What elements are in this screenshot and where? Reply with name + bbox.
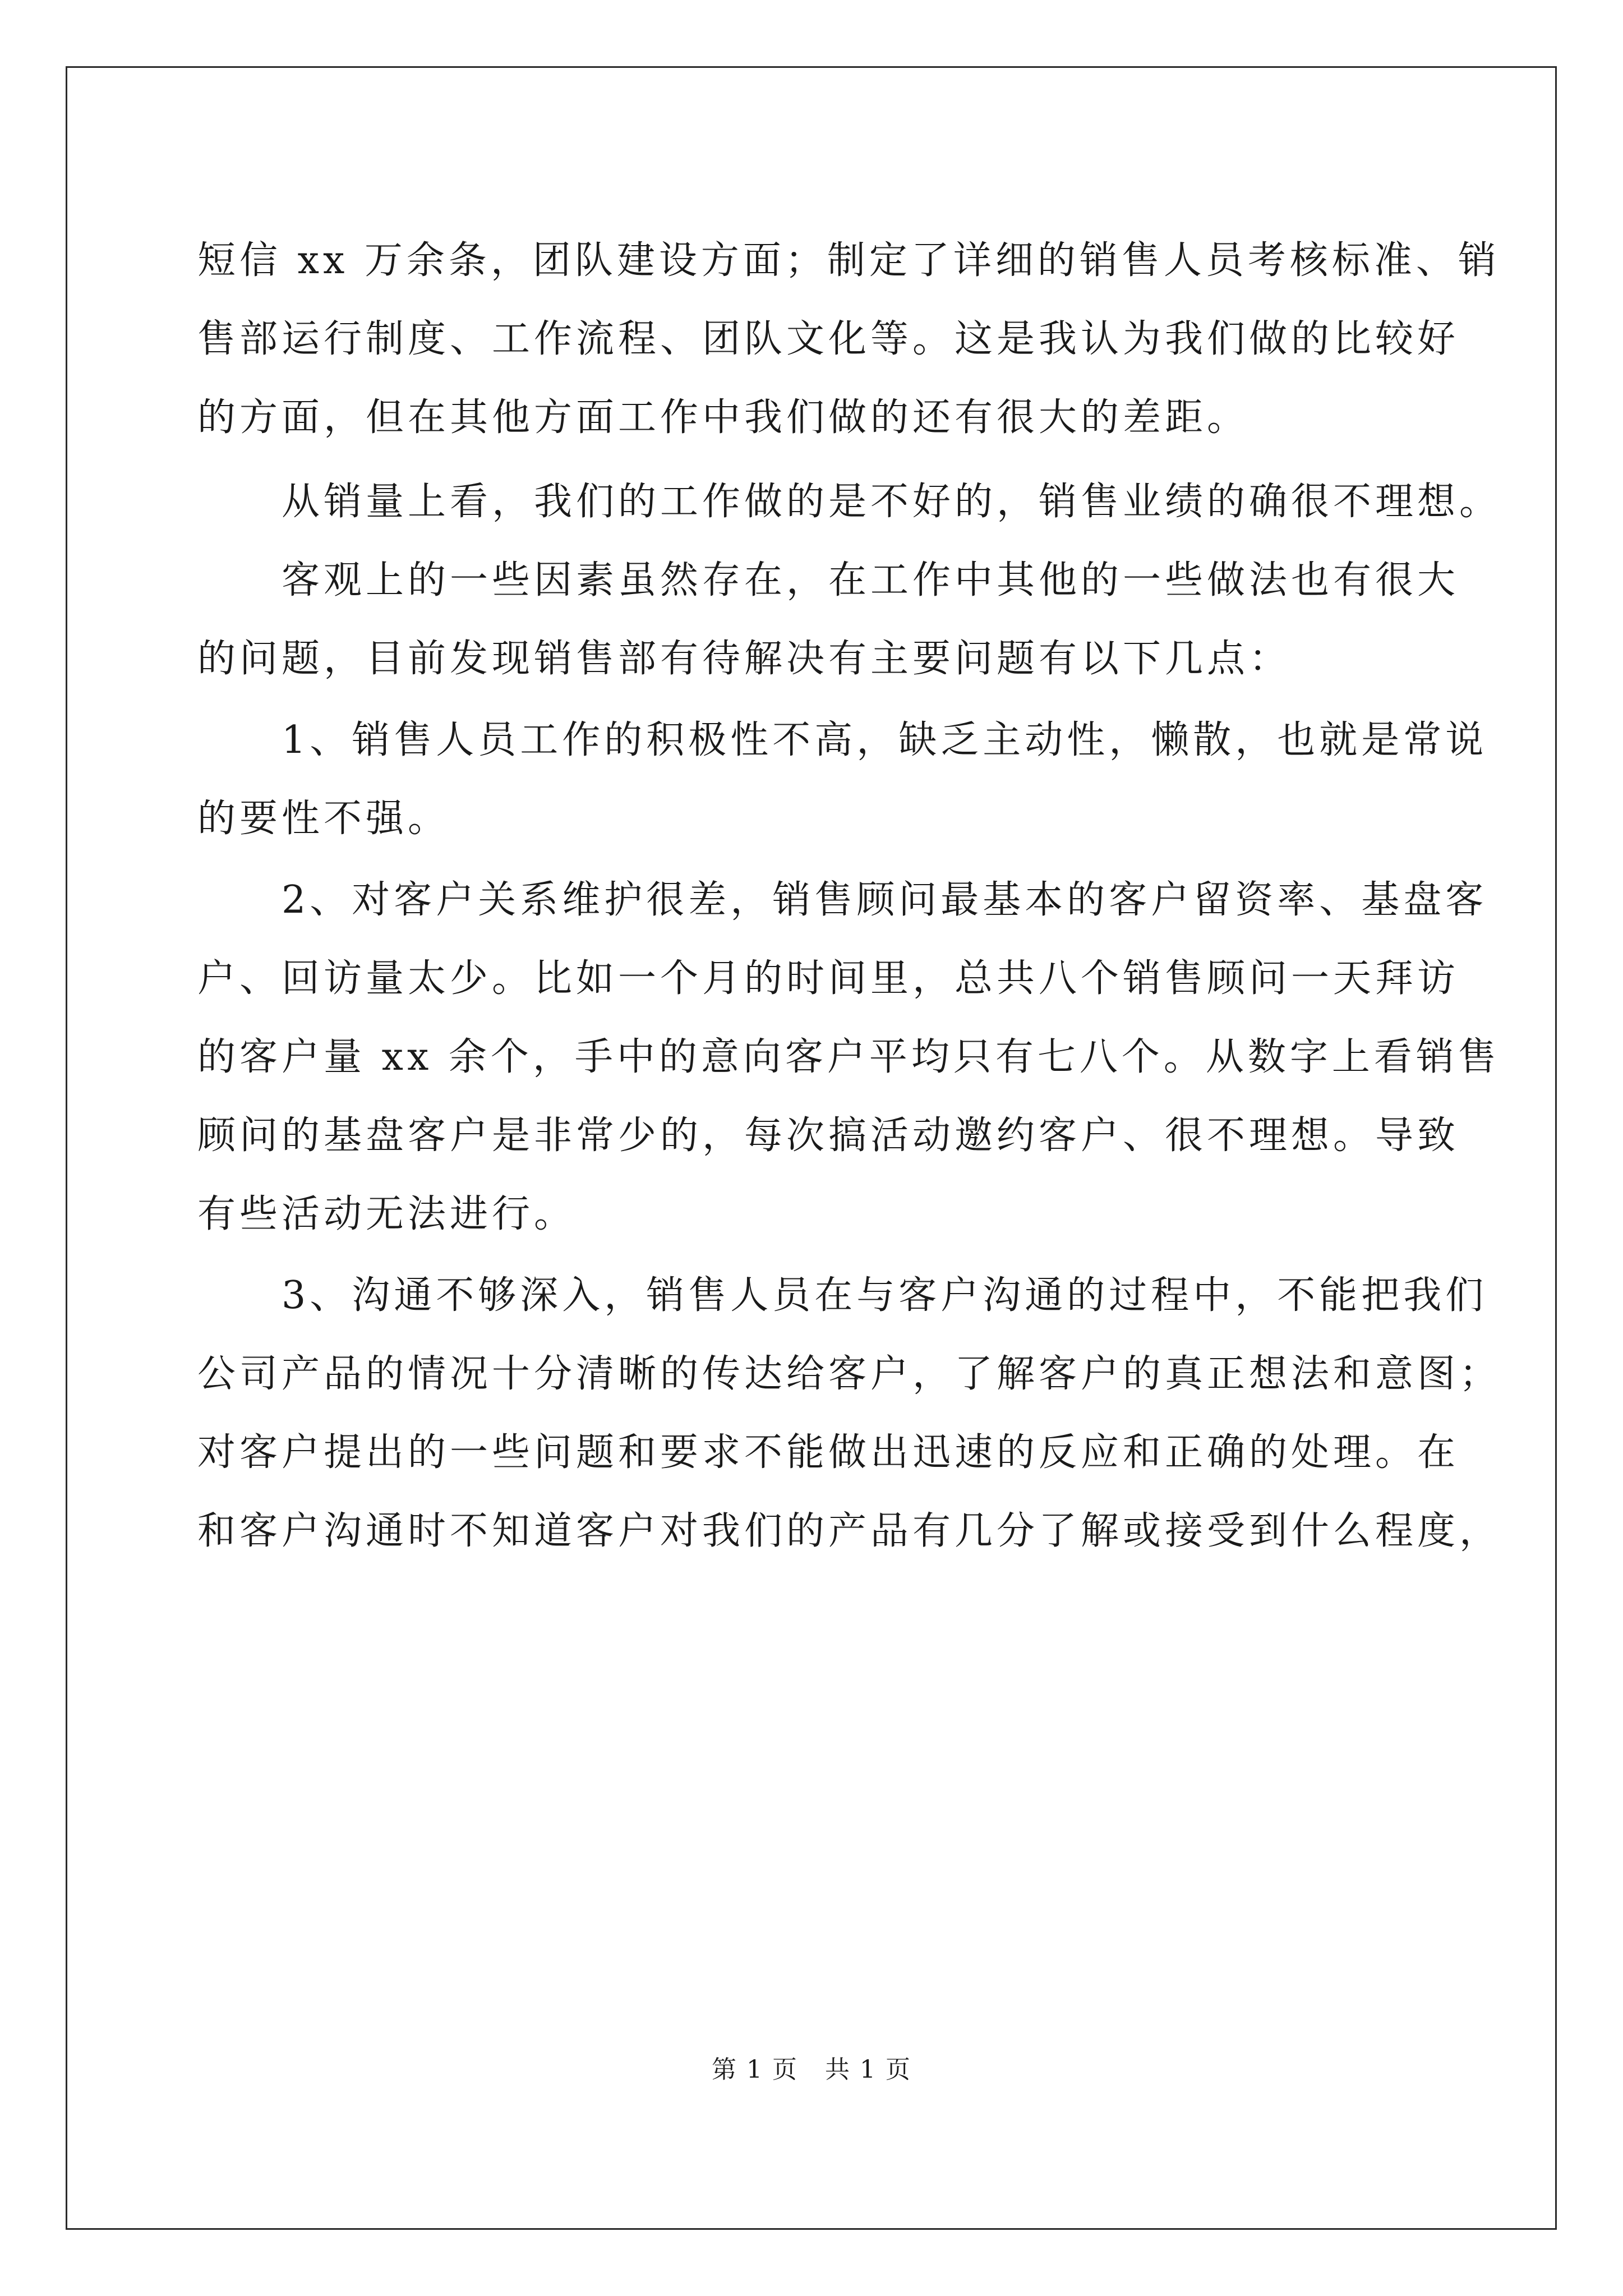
text-line: 客观上的一些因素虽然存在，在工作中其他的一些做法也有很大 — [282, 558, 1460, 602]
text-line: 2、对客户关系维护很差，销售顾问最基本的客户留资率、基盘客 — [282, 878, 1488, 922]
text-line: 和客户沟通时不知道客户对我们的产品有几分了解或接受到什么程度， — [197, 1509, 1502, 1553]
text-line: 对客户提出的一些问题和要求不能做出迅速的反应和正确的处理。在 — [197, 1430, 1460, 1475]
text-line: 的客户量 xx 余个，手中的意向客户平均只有七八个。从数字上看销售 — [197, 1035, 1500, 1079]
text-line: 公司产品的情况十分清晰的传达给客户，了解客户的真正想法和意图； — [197, 1352, 1502, 1396]
page-number: 第 1 页 — [712, 2055, 798, 2084]
text-line: 户、回访量太少。比如一个月的时间里，总共八个销售顾问一天拜访 — [197, 956, 1460, 1001]
text-line: 从销量上看，我们的工作做的是不好的，销售业绩的确很不理想。 — [282, 480, 1502, 524]
page-footer — [0, 2053, 1623, 2087]
text-line: 有些活动无法进行。 — [197, 1192, 577, 1236]
text-line: 售部运行制度、工作流程、团队文化等。这是我认为我们做的比较好 — [197, 317, 1460, 361]
text-line: 3、沟通不够深入，销售人员在与客户沟通的过程中，不能把我们 — [282, 1273, 1488, 1318]
page-total: 共 1 页 — [825, 2055, 911, 2084]
text-line: 短信 xx 万余条，团队建设方面；制定了详细的销售人员考核标准、销 — [197, 238, 1500, 283]
text-line: 顾问的基盘客户是非常少的，每次搞活动邀约客户、很不理想。导致 — [197, 1114, 1460, 1158]
text-line: 1、销售人员工作的积极性不高，缺乏主动性，懒散，也就是常说 — [282, 718, 1488, 762]
text-line: 的问题，目前发现销售部有待解决有主要问题有以下几点： — [197, 637, 1292, 681]
text-line: 的方面，但在其他方面工作中我们做的还有很大的差距。 — [197, 395, 1249, 440]
text-line: 的要性不强。 — [197, 797, 450, 841]
